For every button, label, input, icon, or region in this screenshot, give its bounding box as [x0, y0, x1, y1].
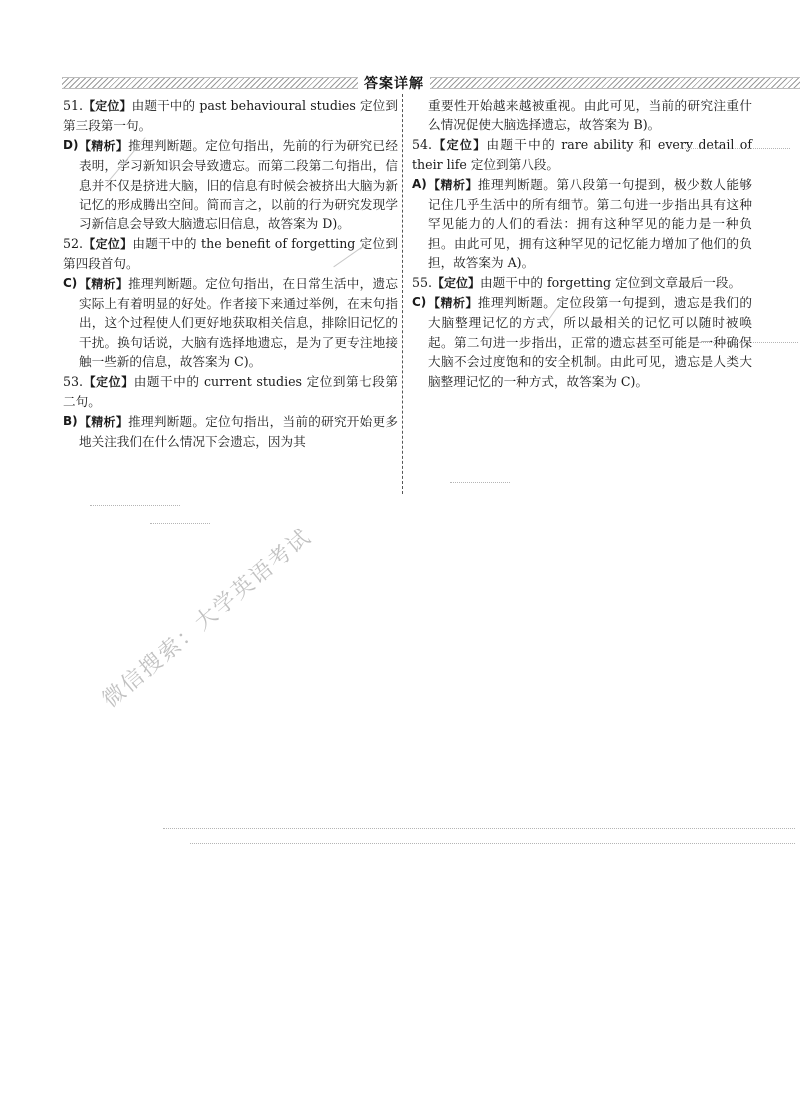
answer-analysis-entry: [63, 274, 398, 372]
answer-letter: C): [63, 275, 78, 290]
entry-tag: 【定位】: [83, 374, 134, 389]
entry-tag: 【定位】: [432, 137, 487, 152]
entry-text: 由题干中的 past behavioural studies 定位到第三段第一句。: [63, 98, 398, 134]
entry-tag: 【精析】: [79, 138, 129, 153]
entry-text: 推理判断题。定位段第一句提到，遗忘是我们的大脑整理记忆的方式，所以最相关的记忆可以随时被唤起。第二句进一步指出，正常的遗忘甚至可能是一种确保大脑不会过度饱和的安全机制。由此可见，遗忘是人类大脑整理记忆的一种方式，故答案为 C)。: [428, 295, 752, 389]
question-number: 51.: [63, 98, 84, 113]
entry-tag: 【精析】: [79, 414, 129, 429]
header-hatch-left: [62, 77, 358, 89]
left-column: [63, 96, 398, 451]
answer-letter: D): [63, 137, 79, 152]
entry-text: 推理判断题。定位句指出，当前的研究开始更多地关注我们在什么情况下会遗忘，因为其: [79, 413, 398, 449]
column-divider: [402, 94, 403, 494]
entry-tag: 【精析】: [79, 276, 129, 291]
right-column: [412, 96, 752, 391]
continued-text-entry: [412, 96, 752, 135]
entry-tag: 【定位】: [432, 275, 481, 290]
entry-text: 推理判断题。第八段第一句提到，极少数人能够记住几乎生活中的所有细节。第二句进一步指出具有这种罕见能力的人们的看法：拥有这种罕见的能力是一种负担。由此可见，拥有这种罕见的记忆能力增加了他们的负担，故答案为 A)。: [428, 176, 752, 271]
entry-tag: 【定位】: [83, 99, 132, 113]
entry-text: 推理判断题。定位句指出，先前的行为研究已经表明，学习新知识会导致遗忘。而第二段第二句指出，信息并不仅是挤进大脑，旧的信息有时候会被挤出大脑为新记忆的形成腾出空间。简而言之，以前的行为研究发现学习新信息会导致大脑遗忘旧信息，故答案为 D)。: [79, 137, 398, 232]
question-number: 53.: [63, 373, 84, 389]
answer-analysis-entry: [412, 175, 752, 273]
entry-tag: 【定位】: [83, 236, 133, 251]
scan-dots: [90, 505, 180, 506]
header-hatch-right: [430, 77, 800, 89]
watermark-text: 微信搜索：大学英语考试: [98, 524, 317, 713]
answer-letter: B): [63, 413, 78, 428]
entry-tag: 【精析】: [428, 296, 478, 311]
entry-text: 重要性开始越来越被重视。由此可见，当前的研究注重什么情况促使大脑选择遗忘，故答案为 B)。: [428, 98, 752, 133]
entry-tag: 【精析】: [428, 177, 478, 192]
section-header: [62, 74, 800, 92]
answer-letter: A): [412, 176, 427, 191]
scan-dots: [700, 342, 798, 343]
question-number: 52.: [63, 235, 84, 251]
question-locate-entry: [412, 135, 752, 175]
entry-text: 由题干中的 forgetting 定位到文章最后一段。: [480, 274, 742, 290]
question-locate-entry: [412, 273, 752, 293]
scan-dots: [680, 148, 790, 149]
entry-text: 推理判断题。定位句指出，在日常生活中，遗忘实际上有着明显的好处。作者接下来通过举例，在末句指出，这个过程使人们更好地获取相关信息，排除旧记忆的干扰。换句话说，大脑有选择地遗忘，是为了更专注地接触一些新的信息，故答案为 C)。: [79, 275, 398, 370]
question-number: 54.: [412, 136, 433, 152]
answer-letter: C): [412, 295, 427, 310]
entry-text: 由题干中的 current studies 定位到第七段第二句。: [63, 373, 398, 410]
scan-dots: [190, 843, 795, 844]
scan-dots: [450, 482, 510, 483]
scan-dots: [163, 828, 795, 829]
question-locate-entry: [63, 372, 398, 412]
entry-text: 由题干中的 the benefit of forgetting 定位到第四段首句。: [63, 235, 398, 272]
question-locate-entry: [63, 96, 398, 136]
section-title: 答案详解: [364, 76, 424, 92]
entry-text: 由题干中的 rare ability 和 every detail of their life 定位到第八段。: [412, 136, 752, 173]
answer-analysis-entry: [63, 412, 398, 452]
scan-dots: [150, 523, 210, 524]
question-locate-entry: [63, 234, 398, 274]
question-number: 55.: [412, 274, 433, 290]
answer-analysis-entry: [63, 136, 398, 234]
